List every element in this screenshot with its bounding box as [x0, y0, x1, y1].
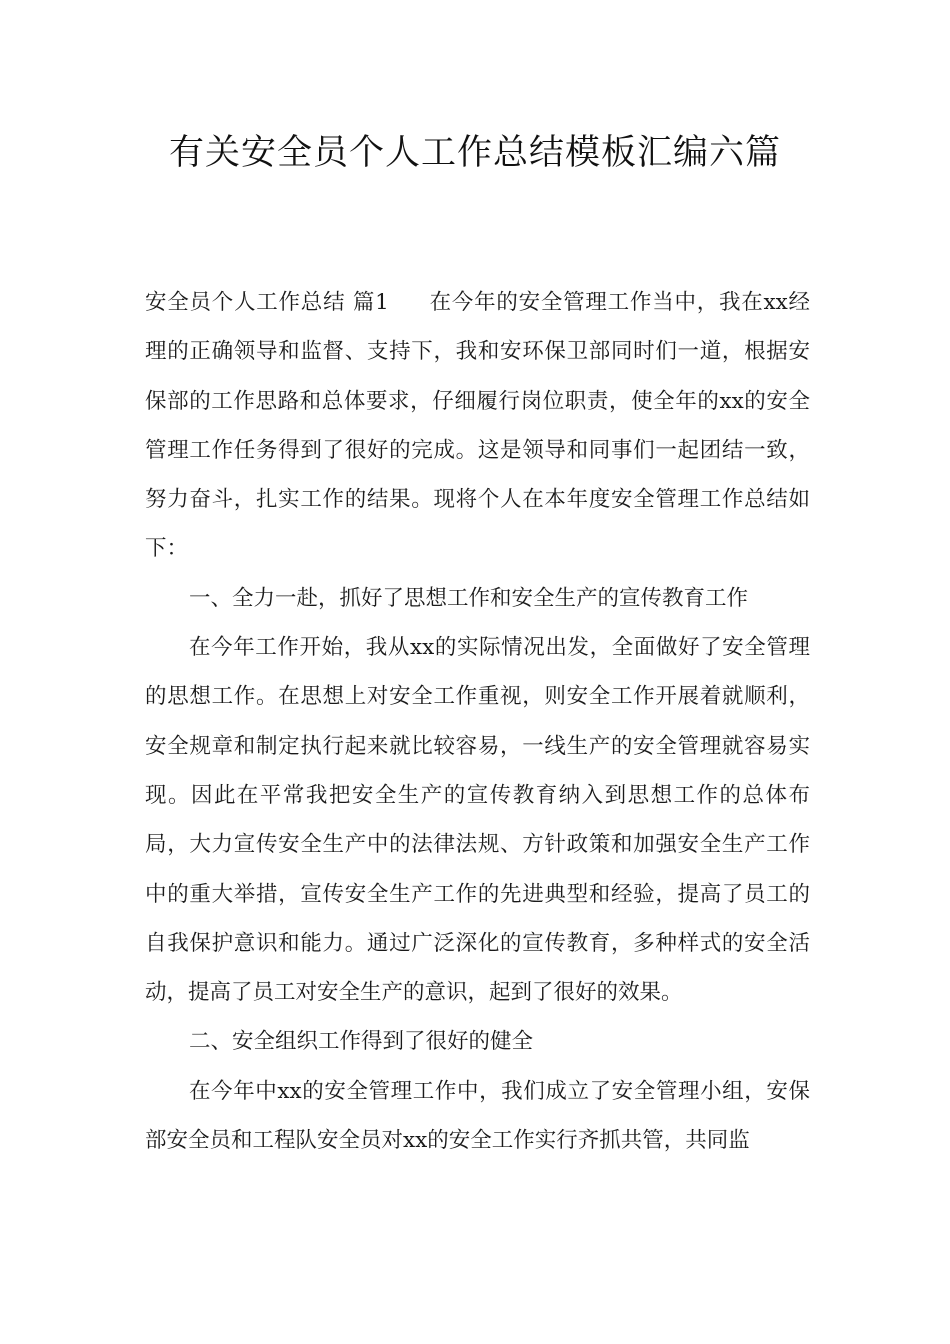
section-label: 安全员个人工作总结 篇1: [145, 290, 389, 315]
intro-paragraph: [145, 278, 810, 574]
body-paragraph-2: 在今年中xx的安全管理工作中，我们成立了安全管理小组，安保部安全员和工程队安全员对xx的安全工作实行齐抓共管，共同监: [145, 1078, 810, 1154]
section-heading-2: 二、安全组织工作得到了很好的健全: [189, 1029, 534, 1055]
intro-text: 在今年的安全管理工作当中，我在xx经理的正确领导和监督、支持下，我和安环保卫部同时们一道，根据安保部的工作思路和总体要求，仔细履行岗位职责，使全年的xx的安全管理工作任务得到了很好的完成。这是领导和同事们一起团结一致，努力奋斗，扎实工作的结果。现将个人在本年度安全管理工作总结如下：: [145, 290, 810, 562]
body-paragraph-1: 在今年工作开始，我从xx的实际情况出发，全面做好了安全管理的思想工作。在思想上对安全工作重视，则安全工作开展着就顺利，安全规章和制定执行起来就比较容易，一线生产的安全管理就容易实现。因此在平常我把安全生产的宣传教育纳入到思想工作的总体布局，大力宣传安全生产中的法律法规、方针政策和加强安全生产工作中的重大举措，宣传安全生产工作的先进典型和经验，提高了员工的自我保护意识和能力。通过广泛深化的宣传教育，多种样式的安全活动，提高了员工对安全生产的意识，起到了很好的效果。: [145, 635, 810, 1006]
section-heading-1: 一、全力一赴，抓好了思想工作和安全生产的宣传教育工作: [189, 585, 749, 611]
document-body: [145, 278, 810, 1165]
document-title: 有关安全员个人工作总结模板汇编六篇: [168, 133, 781, 173]
